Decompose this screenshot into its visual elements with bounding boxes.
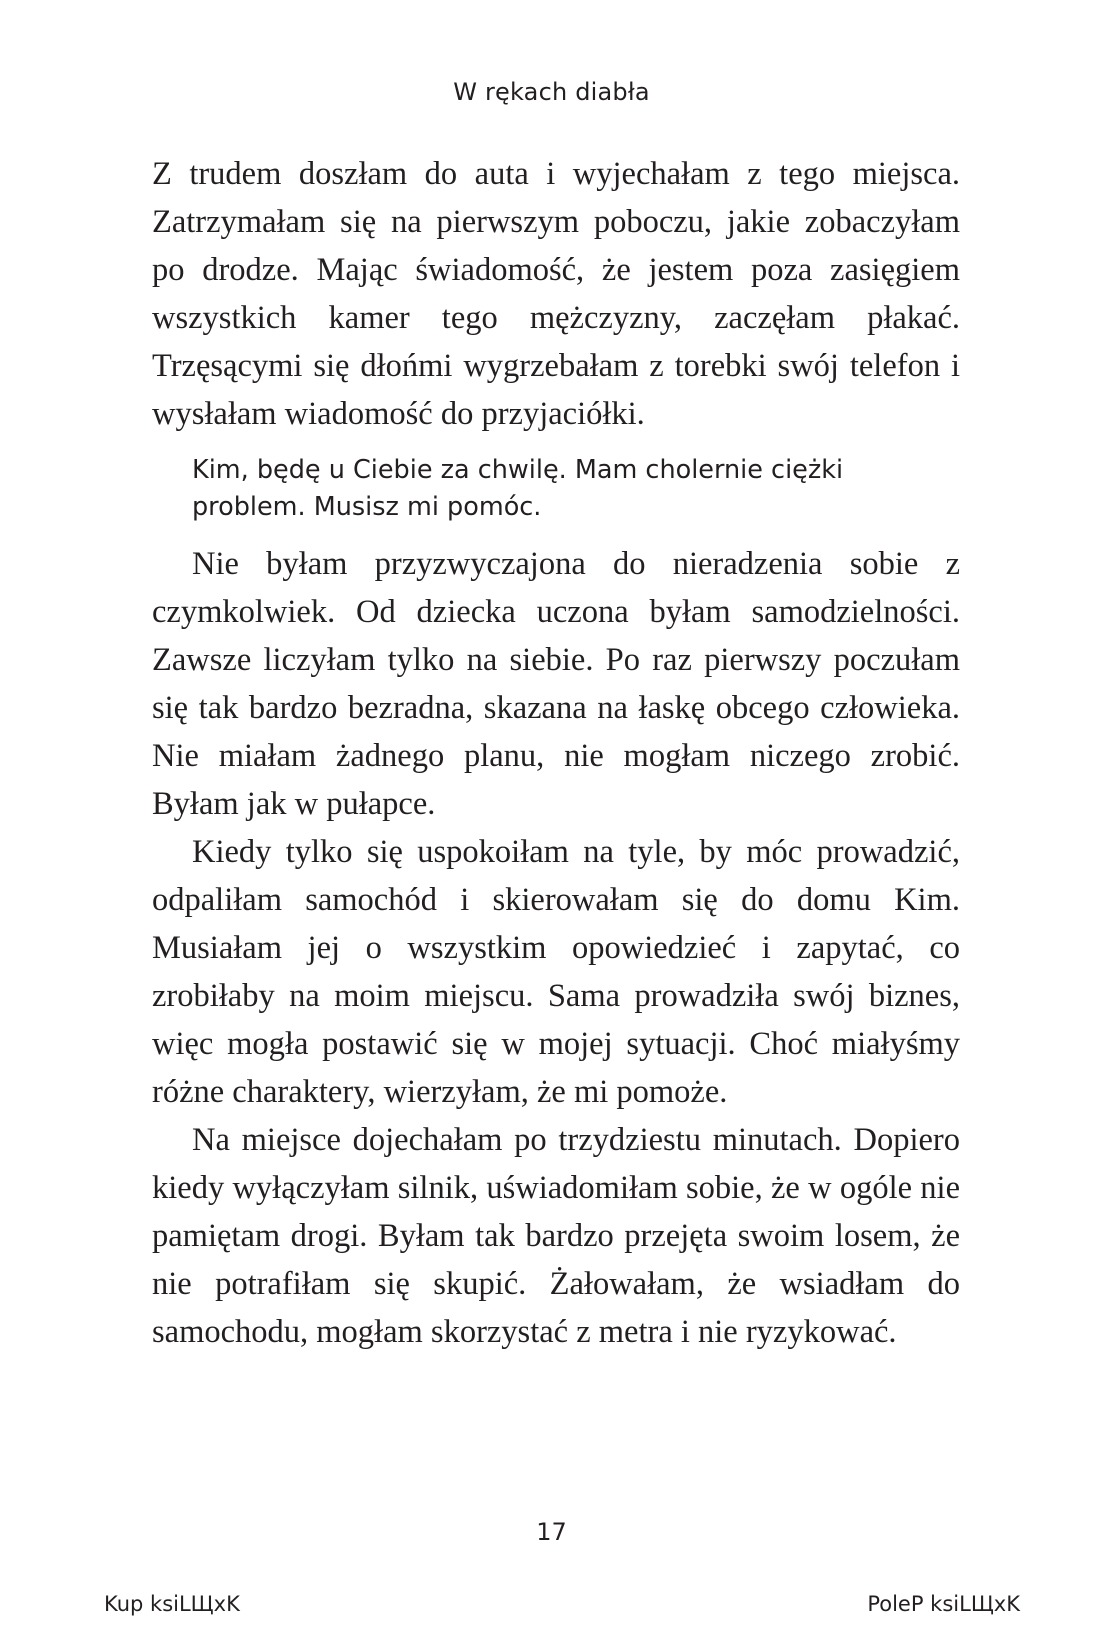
footer-recommend-link[interactable]: PoleP ksiLЩxK <box>867 1592 1020 1616</box>
running-title: W rękach diabła <box>453 78 650 106</box>
paragraph-2: Nie byłam przyzwyczajona do nieradzenia sobie z czymkolwiek. Od dziecka uczona byłam samodzielności. Zawsze liczyłam tylko na siebie. Po raz pierwszy poczułam się tak bardzo bezradna, skazana na łaskę obcego człowieka. Nie miałam żadnego planu, nie mogłam niczego zrobić. Byłam jak w pułapce. <box>152 546 960 822</box>
paragraph-4: Na miejsce dojechałam po trzydziestu minutach. Dopiero kiedy wyłączyłam silnik, uświadomiłam sobie, że w ogóle nie pamiętam drogi. Byłam tak bardzo przejęta swoim losem, że nie potrafiłam się skupić. Żałowałam, że wsiadłam do samochodu, mogłam skorzystać z metra i nie ryzykować. <box>152 1122 960 1350</box>
page-number: 17 <box>536 1518 567 1546</box>
paragraph-1: Z trudem doszłam do auta i wyjechałam z tego miejsca. Zatrzymałam się na pierwszym poboczu, jakie zobaczyłam po drodze. Mając świadomość, że jestem poza zasięgiem wszystkich kamer tego mężczyzny, zaczęłam płakać. Trzęsącymi się dłońmi wygrzebałam z torebki swój telefon i wysłałam wiadomość do przyjaciółki. <box>152 156 960 432</box>
paragraph-3: Kiedy tylko się uspokoiłam na tyle, by móc prowadzić, odpaliłam samochód i skierowałam się do domu Kim. Musiałam jej o wszystkim opowiedzieć i zapytać, co zrobiłaby na moim miejscu. Sama prowadziła swój biznes, więc mogła postawić się w mojej sytuacji. Choć miałyśmy różne charaktery, wierzyłam, że mi pomoże. <box>152 834 960 1110</box>
text-message: Kim, będę u Ciebie za chwilę. Mam cholernie ciężki problem. Musisz mi pomóc. <box>192 455 844 522</box>
body-text <box>152 150 960 1356</box>
footer-buy-link[interactable]: Kup ksiLЩxK <box>104 1592 240 1616</box>
